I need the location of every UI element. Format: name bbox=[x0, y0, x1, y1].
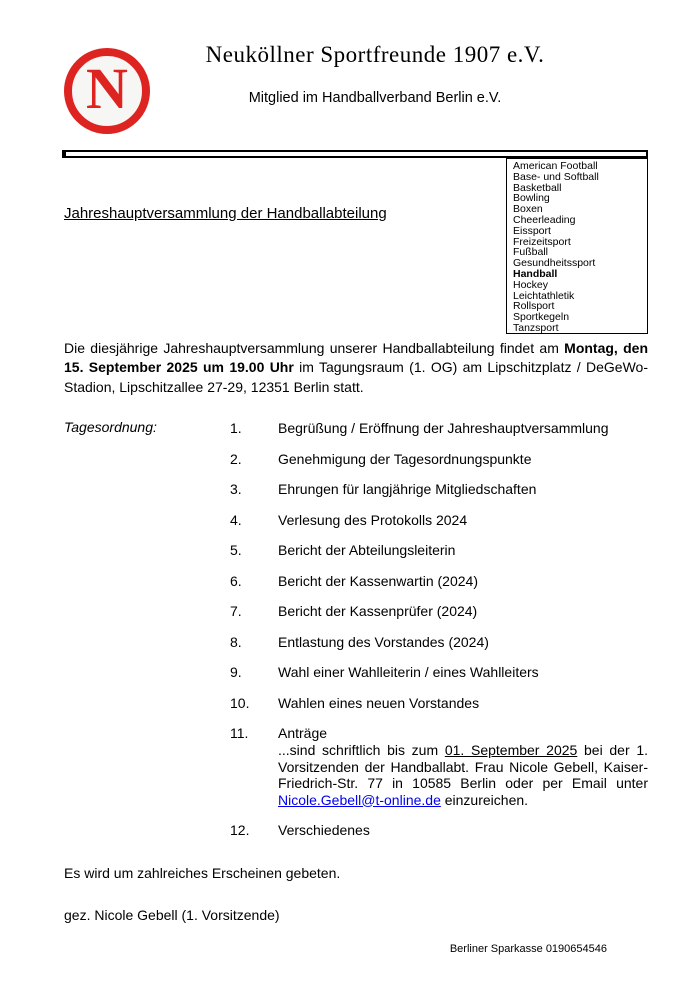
agenda-item bbox=[230, 694, 648, 712]
agenda-item-number: 11. bbox=[230, 725, 249, 741]
agenda-item-text bbox=[278, 724, 648, 808]
sports-list-item: Freizeitsport bbox=[513, 235, 571, 248]
sports-list-item: Boxen bbox=[513, 203, 543, 216]
details-text: einzureichen. bbox=[440, 791, 529, 808]
agenda-item bbox=[230, 821, 648, 839]
agenda-item-number: 2. bbox=[230, 450, 242, 467]
intro-text: Die diesjährige Jahreshauptversammlung unserer Handballabteilung findet am bbox=[64, 340, 565, 356]
sports-list-item: Bowling bbox=[513, 192, 550, 205]
sports-list-item: Tanzsport bbox=[513, 321, 559, 334]
agenda-item bbox=[230, 663, 648, 681]
agenda-item-details bbox=[278, 742, 648, 808]
sports-list-item: American Football bbox=[513, 160, 598, 172]
agenda-item-number: 4. bbox=[230, 511, 242, 528]
agenda-item bbox=[230, 480, 648, 498]
agenda-item-number: 1. bbox=[230, 420, 242, 436]
closing-note: Es wird um zahlreiches Erscheinen gebeten. bbox=[64, 865, 341, 881]
meeting-datetime: Montag, den 15. September 2025 um 19.00 Uhr bbox=[64, 340, 649, 376]
agenda-item bbox=[230, 450, 648, 468]
agenda-item-number: 5. bbox=[230, 542, 242, 558]
agenda-item-text: Verschiedenes bbox=[278, 821, 370, 838]
agenda-item-number: 6. bbox=[230, 572, 242, 589]
sports-list-item-highlighted: Handball bbox=[513, 267, 558, 280]
signature-line: gez. Nicole Gebell (1. Vorsitzende) bbox=[64, 907, 280, 923]
agenda-item-number: 7. bbox=[230, 603, 242, 619]
bank-account-note: Berliner Sparkasse 0190654546 bbox=[449, 943, 607, 955]
agenda-item-title: Anträge bbox=[278, 725, 328, 741]
agenda-item-text: Ehrungen für langjährige Mitgliedschaften bbox=[278, 481, 537, 497]
intro-paragraph bbox=[64, 339, 648, 397]
details-text: ...sind schriftlich bis zum bbox=[278, 742, 445, 758]
agenda-item-number: 10. bbox=[230, 694, 250, 711]
sports-list-item: Leichtathletik bbox=[513, 289, 575, 302]
agenda-item-text: Begrüßung / Eröffnung der Jahreshauptversammlung bbox=[278, 420, 609, 436]
agenda-item-text: Genehmigung der Tagesordnungspunkte bbox=[278, 450, 532, 467]
agenda-item bbox=[230, 572, 648, 590]
agenda-item bbox=[230, 724, 648, 808]
agenda-item bbox=[230, 419, 648, 437]
agenda-item-text: Bericht der Abteilungsleiterin bbox=[278, 542, 456, 558]
intro-text: im Tagungsraum (1. OG) am Lipschitzplatz / DeGeWo-Stadion, Lipschitzallee 27-29, 12351 Berlin statt. bbox=[64, 359, 649, 395]
sports-list-item: Basketball bbox=[513, 181, 562, 194]
agenda-label: Tagesordnung: bbox=[64, 419, 157, 435]
club-membership: Mitglied im Handballverband Berlin e.V. bbox=[248, 90, 502, 106]
sports-list-item: Base- und Softball bbox=[513, 170, 599, 183]
agenda-item-number: 3. bbox=[230, 481, 242, 497]
agenda-item-number: 9. bbox=[230, 664, 242, 680]
agenda-item-text: Wahlen eines neuen Vorstandes bbox=[278, 694, 480, 711]
agenda-item-text: Bericht der Kassenwartin (2024) bbox=[278, 572, 478, 589]
document-heading: Jahreshauptversammlung der Handballabteilung bbox=[64, 205, 387, 222]
sports-list-item: Sportkegeln bbox=[513, 311, 570, 324]
sports-list-item: Fußball bbox=[513, 246, 549, 259]
agenda-item-text: Entlastung des Vorstandes (2024) bbox=[278, 633, 489, 650]
sports-list-item: Eissport bbox=[513, 224, 551, 237]
sports-list-item: Rollsport bbox=[513, 300, 555, 313]
agenda-item-text: Bericht der Kassenprüfer (2024) bbox=[278, 603, 478, 619]
agenda-item bbox=[230, 541, 648, 559]
club-name: Neuköllner Sportfreunde 1907 e.V. bbox=[205, 42, 545, 67]
agenda-item bbox=[230, 602, 648, 620]
sports-list-item: Gesundheitssport bbox=[513, 257, 596, 270]
agenda-item bbox=[230, 511, 648, 529]
sports-list-item: Cheerleading bbox=[513, 213, 576, 226]
logo-letter: N bbox=[86, 56, 128, 121]
agenda-item-text: Wahl einer Wahlleiterin / eines Wahlleiters bbox=[278, 664, 539, 680]
agenda-item bbox=[230, 633, 648, 651]
agenda-list bbox=[230, 419, 648, 851]
agenda-item-text: Verlesung des Protokolls 2024 bbox=[278, 511, 468, 528]
sports-list-item: Hockey bbox=[513, 278, 549, 291]
email-link[interactable]: Nicole.Gebell@t-online.de bbox=[278, 791, 441, 808]
header-block bbox=[100, 0, 650, 140]
agenda-item-number: 12. bbox=[230, 821, 250, 838]
deadline-date: 01. September 2025 bbox=[444, 742, 578, 758]
details-text: bei der 1. Vorsitzenden der Handballabt. Frau Nicole Gebell, Kaiser-Friedrich-Str. 77 in 10585 Berlin oder per Email unter bbox=[278, 742, 648, 791]
agenda-item-number: 8. bbox=[230, 633, 242, 650]
sports-list bbox=[506, 158, 648, 334]
header-divider-rule bbox=[62, 150, 648, 158]
